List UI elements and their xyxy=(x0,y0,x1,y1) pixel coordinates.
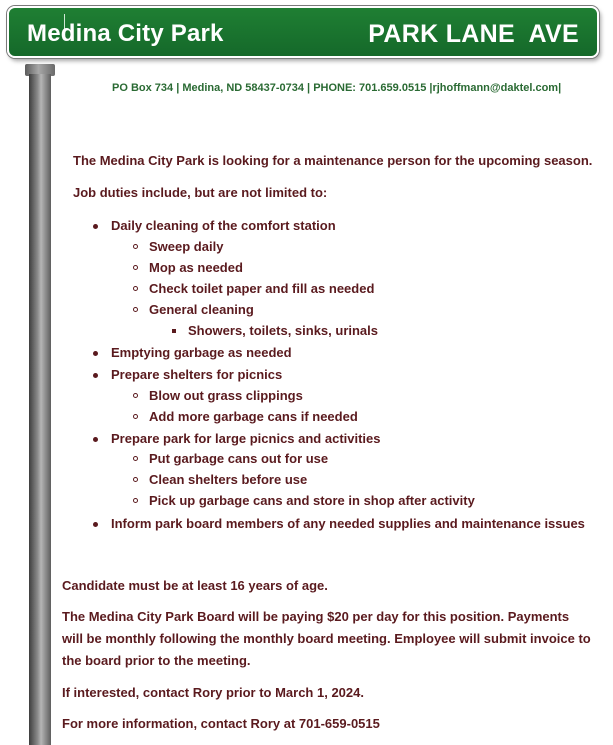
bullet-circle-icon xyxy=(133,477,138,482)
bullet-dot-icon xyxy=(93,437,98,442)
list-item-label: Daily cleaning of the comfort station xyxy=(111,218,336,233)
intro-text: The Medina City Park is looking for a maintenance person for the upcoming season. xyxy=(73,153,593,168)
bullet-circle-icon xyxy=(133,456,138,461)
list-item-label: Check toilet paper and fill as needed xyxy=(149,281,375,296)
bullet-dot-icon xyxy=(93,351,98,356)
bullet-circle-icon xyxy=(133,307,138,312)
bullet-dot-icon xyxy=(93,522,98,527)
bullet-circle-icon xyxy=(133,393,138,398)
age-requirement: Candidate must be at least 16 years of age. xyxy=(62,578,328,593)
street-sign xyxy=(7,6,599,58)
sign-street-name: PARK LANE AVE xyxy=(368,20,579,48)
bullet-circle-icon xyxy=(133,286,138,291)
bullet-circle-icon xyxy=(133,265,138,270)
bullet-circle-icon xyxy=(133,498,138,503)
bullet-square-icon xyxy=(172,329,176,333)
contact-deadline: If interested, contact Rory prior to March 1, 2024. xyxy=(62,685,364,700)
pay-paragraph: The Medina City Park Board will be paying $20 per day for this position. Payments will be monthly following the monthly board meeting. Employee will submit invoice to the board prior to the meeting. xyxy=(62,609,591,668)
list-item-label: Clean shelters before use xyxy=(149,472,308,487)
list-item-label: Emptying garbage as needed xyxy=(111,345,292,360)
list-item-label: Mop as needed xyxy=(149,260,243,275)
contact-line: PO Box 734 | Medina, ND 58437-0734 | PHONE: 701.659.0515 |rjhoffmann@daktel.com| xyxy=(112,82,562,94)
list-item-label: Pick up garbage cans and store in shop after activity xyxy=(149,493,475,508)
sign-park-name: Medina City Park xyxy=(27,20,224,47)
list-item-label: General cleaning xyxy=(149,302,254,317)
list-item-label: Showers, toilets, sinks, urinals xyxy=(188,323,379,338)
list-item-label: Prepare park for large picnics and activities xyxy=(111,431,381,446)
bullet-circle-icon xyxy=(133,244,138,249)
sign-pole xyxy=(29,74,51,745)
list-item-label: Add more garbage cans if needed xyxy=(149,409,358,424)
bullet-dot-icon xyxy=(93,373,98,378)
list-item-label: Prepare shelters for picnics xyxy=(111,367,283,382)
duties-heading: Job duties include, but are not limited to: xyxy=(73,185,328,200)
list-item-label: Blow out grass clippings xyxy=(149,388,303,403)
list-item-label: Sweep daily xyxy=(149,239,224,254)
list-item-label: Put garbage cans out for use xyxy=(149,451,329,466)
list-item-label: Inform park board members of any needed supplies and maintenance issues xyxy=(111,516,585,531)
bullet-circle-icon xyxy=(133,414,138,419)
bullet-dot-icon xyxy=(93,224,98,229)
more-info: For more information, contact Rory at 701-659-0515 xyxy=(62,716,380,731)
